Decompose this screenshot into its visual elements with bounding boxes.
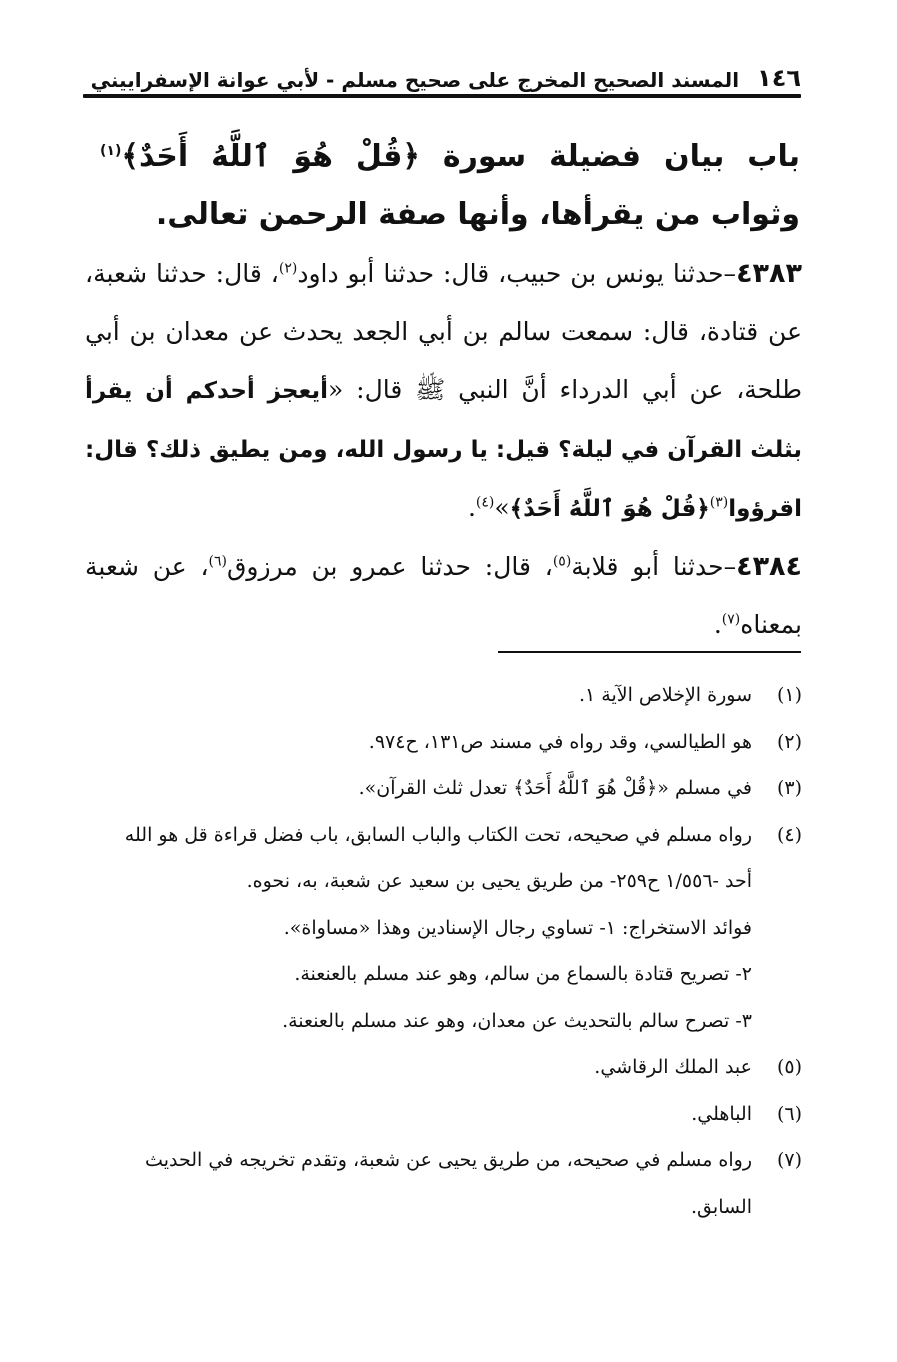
- footnote-4-line-4: [85, 951, 802, 998]
- hadith-4384-text-3: ، عن شعبة بمعناه: [85, 552, 802, 639]
- footnote-text: رواه مسلم في صحيحه، من طريق يحيى عن شعبة، وتقدم تخريجه في الحديث السابق.: [145, 1149, 752, 1218]
- footnote-4-line-2: [85, 858, 802, 905]
- footnote-6: [85, 1091, 802, 1138]
- footnote-text: ٢- تصريح قتادة بالسماع من سالم، وهو عند مسلم بالعنعنة.: [294, 963, 752, 985]
- hadith-4383-text-1: –حدثنا يونس بن حبيب، قال: حدثنا أبو داود: [297, 259, 737, 288]
- hadith-4383-text-3: »: [494, 493, 510, 522]
- footnote-mark: (٧): [776, 1149, 802, 1171]
- hadith-4383: [85, 245, 802, 538]
- hadith-4384-text-4: .: [713, 610, 722, 639]
- chapter-title-part1: باب بيان فضيلة سورة ﴿قُلْ هُوَ ٱللَّهُ أَحَدٌ﴾: [121, 139, 800, 174]
- chapter-title: [100, 128, 800, 244]
- footnote-text: أحد -١/٥٥٦ ح٢٥٩- من طريق يحيى بن سعيد عن شعبة، به، نحوه.: [246, 870, 752, 892]
- footnote-ref-7: (٧): [721, 611, 741, 628]
- quran-verse: ﴿قُلْ هُوَ ٱللَّهُ أَحَدٌ﴾: [509, 496, 710, 522]
- footnote-mark: (١): [776, 684, 802, 706]
- footnote-4: [85, 812, 802, 859]
- chapter-title-part2: وثواب من يقرأها، وأنها صفة الرحمن تعالى.: [155, 197, 800, 232]
- footnote-ref-3: (٣): [709, 494, 729, 511]
- footnote-4-line-5: [85, 998, 802, 1045]
- footnote-mark: (٢): [776, 730, 802, 753]
- footnote-text: سورة الإخلاص الآية ١.: [578, 684, 752, 706]
- footnote-text: في مسلم «﴿قُلْ هُوَ ٱللَّهُ أَحَدٌ﴾ تعدل ثلث القرآن».: [358, 777, 752, 799]
- header-rule: [83, 94, 801, 98]
- footnote-ref-6: (٦): [208, 553, 228, 570]
- footnote-text: عبد الملك الرقاشي.: [594, 1056, 752, 1078]
- footnote-separator: [498, 651, 801, 653]
- footnote-ref-2: (٢): [278, 260, 298, 277]
- footnote-7: [85, 1137, 802, 1230]
- footnote-text: الباهلي.: [691, 1102, 752, 1125]
- running-header: [83, 56, 801, 92]
- hadith-4383-text-2: ، قال: حدثنا شعبة، عن قتادة، قال: سمعت سالم بن أبي الجعد يحدث عن معدان بن أبي طلحة، عن أبي الدرداء أنَّ النبي ﷺ قال: «: [85, 259, 802, 404]
- footnotes: [85, 672, 802, 1230]
- hadith-4383-text-4: .: [467, 493, 476, 522]
- footnote-1: [85, 672, 802, 719]
- footnote-2: [85, 719, 802, 766]
- hadith-4383-matn: أيعجز أحدكم أن يقرأ بثلث القرآن في ليلة؟ قيل: يا رسول الله، ومن يطيق ذلك؟ قال: اقرؤوا: [85, 378, 802, 522]
- footnote-text: رواه مسلم في صحيحه، تحت الكتاب والباب السابق، باب فضل قراءة قل هو الله: [124, 823, 752, 846]
- footnote-ref-5: (٥): [552, 553, 572, 570]
- hadith-4384-text-2: ، قال: حدثنا عمرو بن مرزوق: [227, 552, 553, 581]
- footnote-ref-1: (١): [100, 143, 122, 159]
- footnote-3: [85, 765, 802, 812]
- footnote-4-line-3: [85, 905, 802, 952]
- hadith-4384: [85, 538, 802, 654]
- hadith-4384-text-1: –حدثنا أبو قلابة: [571, 552, 737, 581]
- footnote-5: [85, 1044, 802, 1091]
- main-text: [85, 245, 802, 654]
- footnote-text: هو الطيالسي، وقد رواه في مسند ص١٣١، ح٩٧٤.: [368, 730, 752, 753]
- footnote-text: فوائد الاستخراج: ١- تساوي رجال الإسنادين وهذا «مساواة».: [283, 916, 752, 939]
- footnote-mark: (٣): [776, 777, 802, 799]
- footnote-mark: (٤): [776, 823, 802, 846]
- footnote-mark: (٦): [776, 1102, 802, 1125]
- hadith-number-4383: ٤٣٨٣: [736, 258, 802, 289]
- footnote-ref-4: (٤): [475, 494, 495, 511]
- footnote-mark: (٥): [776, 1056, 802, 1078]
- running-header-title: المسند الصحيح المخرج على صحيح مسلم - لأبي عوانة الإسفراييني: [90, 68, 740, 92]
- page-number: ١٤٦: [757, 64, 801, 92]
- hadith-number-4384: ٤٣٨٤: [736, 551, 803, 582]
- footnote-text: ٣- تصرح سالم بالتحديث عن معدان، وهو عند مسلم بالعنعنة.: [282, 1009, 752, 1032]
